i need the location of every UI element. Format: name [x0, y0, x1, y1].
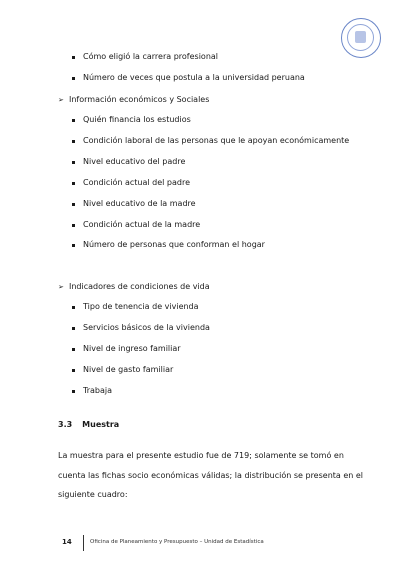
bullet-square-icon [72, 161, 75, 164]
list-item: Condición actual de la madre [83, 220, 201, 229]
bullet-square-icon [72, 306, 75, 309]
paragraph-line-1: La muestra para el presente estudio fue de 719; solamente se tomó en [58, 451, 344, 460]
list-item: Trabaja [83, 386, 113, 395]
list-item: Quién financia los estudios [83, 115, 191, 124]
list-item: Condición actual del padre [83, 178, 191, 187]
group-heading: Indicadores de condiciones de vida [69, 282, 210, 291]
footer-divider [83, 535, 84, 551]
university-seal [341, 18, 381, 58]
list-item: Número de veces que postula a la universidad peruana [83, 73, 305, 82]
section-title: Muestra [82, 420, 120, 429]
bullet-square-icon [72, 369, 75, 372]
group-heading: Información económicos y Sociales [69, 95, 210, 104]
bullet-square-icon [72, 224, 75, 227]
bullet-square-icon [72, 56, 75, 59]
list-item: Nivel de ingreso familiar [83, 344, 181, 353]
list-item: Cómo eligió la carrera profesional [83, 52, 219, 61]
bullet-square-icon [72, 140, 75, 143]
list-item: Tipo de tenencia de vivienda [83, 302, 199, 311]
arrow-bullet-icon: ➢ [58, 96, 64, 104]
bullet-square-icon [72, 244, 75, 247]
list-item: Número de personas que conforman el hogar [83, 240, 265, 249]
bullet-square-icon [72, 348, 75, 351]
section-number: 3.3 [58, 420, 73, 429]
list-item: Servicios básicos de la vivienda [83, 323, 210, 332]
page-number: 14 [62, 538, 72, 546]
list-item: Condición laboral de las personas que le apoyan económicamente [83, 136, 350, 145]
arrow-bullet-icon: ➢ [58, 283, 64, 291]
footer-text: Oficina de Planeamiento y Presupuesto – Unidad de Estadística [90, 539, 264, 545]
bullet-square-icon [72, 77, 75, 80]
bullet-square-icon [72, 390, 75, 393]
seal-emblem [355, 31, 366, 43]
section-heading [58, 420, 119, 429]
bullet-square-icon [72, 203, 75, 206]
list-item: Nivel de gasto familiar [83, 365, 174, 374]
list-item: Nivel educativo del padre [83, 157, 186, 166]
bullet-square-icon [72, 182, 75, 185]
bullet-square-icon [72, 327, 75, 330]
bullet-square-icon [72, 119, 75, 122]
paragraph-line-3: siguiente cuadro: [58, 490, 128, 499]
paragraph-line-2: cuenta las fichas socio económicas válidas; la distribución se presenta en el [58, 471, 364, 480]
list-item: Nivel educativo de la madre [83, 199, 196, 208]
